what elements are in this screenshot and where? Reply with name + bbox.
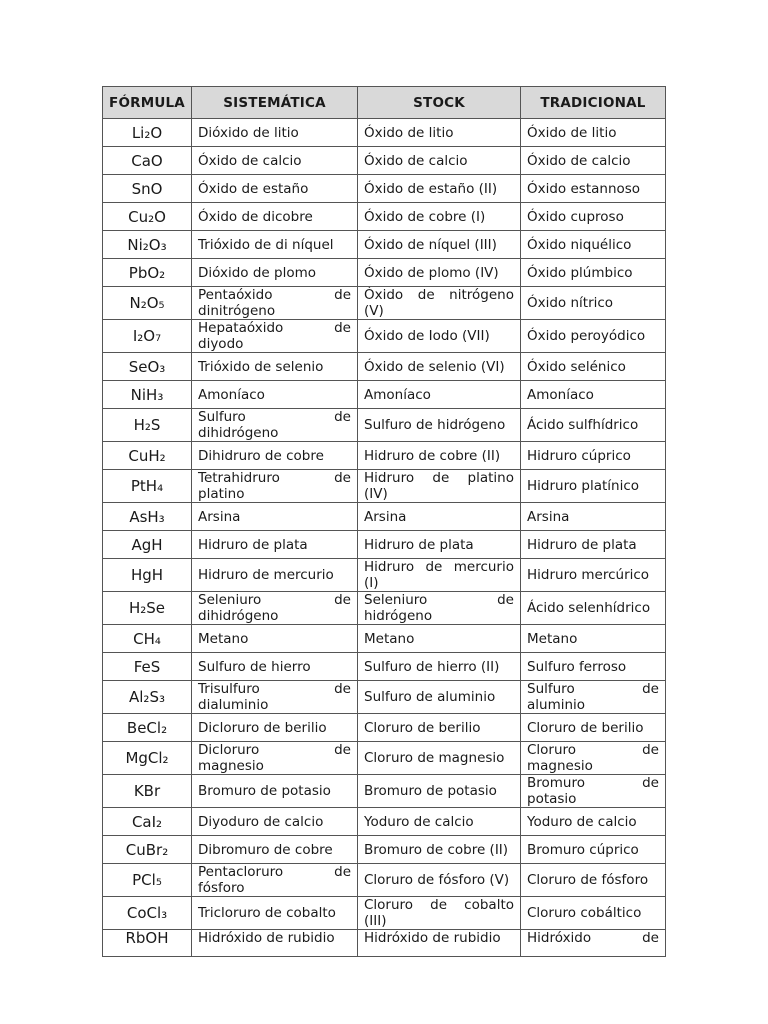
cell-line: hidrógeno — [364, 608, 433, 624]
sistematica-cell: Trióxido de selenio — [192, 353, 358, 381]
stock-cell: Sulfuro de hidrógeno — [358, 409, 521, 442]
tradicional-cell: Metano — [521, 625, 666, 653]
tradicional-cell — [521, 681, 666, 714]
cell-line: Sulfuro de — [198, 409, 351, 425]
tradicional-cell: Hidruro cúprico — [521, 442, 666, 470]
formula-cell: CoCl₃ — [103, 897, 192, 930]
sistematica-cell: Óxido de calcio — [192, 147, 358, 175]
sistematica-cell: Hidróxido de rubidio — [192, 930, 358, 957]
tradicional-cell: Ácido selenhídrico — [521, 592, 666, 625]
cell-line: diyodo — [198, 336, 244, 352]
table-row — [103, 714, 666, 742]
table-row — [103, 864, 666, 897]
table-row — [103, 175, 666, 203]
stock-cell: Sulfuro de hierro (II) — [358, 653, 521, 681]
cell-line: Hidruro de mercurio — [364, 559, 514, 575]
cell-line: (I) — [364, 575, 379, 591]
sistematica-cell — [192, 470, 358, 503]
sistematica-cell: Hidruro de plata — [192, 531, 358, 559]
sistematica-cell: Amoníaco — [192, 381, 358, 409]
stock-cell: Óxido de plomo (IV) — [358, 259, 521, 287]
table-row — [103, 353, 666, 381]
cell-line: Dicloruro de — [198, 742, 351, 758]
sistematica-cell: Tricloruro de cobalto — [192, 897, 358, 930]
formula-cell: H₂Se — [103, 592, 192, 625]
stock-cell: Óxido de cobre (I) — [358, 203, 521, 231]
cell-line: Cloruro de cobalto — [364, 897, 514, 913]
table-header — [103, 87, 666, 119]
formula-cell: CH₄ — [103, 625, 192, 653]
formula-cell: I₂O₇ — [103, 320, 192, 353]
table-row — [103, 775, 666, 808]
table-row — [103, 592, 666, 625]
table-row — [103, 930, 666, 957]
sistematica-cell — [192, 592, 358, 625]
cell-line: Pentaóxido de — [198, 287, 351, 303]
stock-cell: Cloruro de fósforo (V) — [358, 864, 521, 897]
tradicional-cell: Hidruro mercúrico — [521, 559, 666, 592]
stock-cell: Óxido de níquel (III) — [358, 231, 521, 259]
tradicional-cell: Hidruro de plata — [521, 531, 666, 559]
table-row — [103, 808, 666, 836]
cell-line: Hepataóxido de — [198, 320, 351, 336]
tradicional-cell: Hidruro platínico — [521, 470, 666, 503]
nomenclature-table-container — [102, 86, 665, 957]
formula-cell: NiH₃ — [103, 381, 192, 409]
cell-line: Hidruro de platino — [364, 470, 514, 486]
sistematica-cell — [192, 742, 358, 775]
table-row — [103, 320, 666, 353]
cell-line: Seleniuro de — [198, 592, 351, 608]
sistematica-cell: Diyoduro de calcio — [192, 808, 358, 836]
cell-line: aluminio — [527, 697, 586, 713]
header-formula: FÓRMULA — [103, 87, 192, 119]
sistematica-cell: Metano — [192, 625, 358, 653]
formula-cell: SeO₃ — [103, 353, 192, 381]
nomenclature-table — [102, 86, 666, 957]
stock-cell: Hidruro de cobre (II) — [358, 442, 521, 470]
tradicional-cell: Ácido sulfhídrico — [521, 409, 666, 442]
table-row — [103, 287, 666, 320]
sistematica-cell — [192, 320, 358, 353]
sistematica-cell — [192, 409, 358, 442]
cell-line: dinitrógeno — [198, 303, 276, 319]
stock-cell: Arsina — [358, 503, 521, 531]
table-row — [103, 470, 666, 503]
cell-line: Óxido de nitrógeno — [364, 287, 514, 303]
header-stock: STOCK — [358, 87, 521, 119]
stock-cell: Hidróxido de rubidio — [358, 930, 521, 957]
cell-line: dialuminio — [198, 697, 269, 713]
tradicional-cell: Arsina — [521, 503, 666, 531]
table-row — [103, 147, 666, 175]
stock-cell — [358, 592, 521, 625]
formula-cell: PbO₂ — [103, 259, 192, 287]
formula-cell: SnO — [103, 175, 192, 203]
tradicional-cell: Cloruro cobáltico — [521, 897, 666, 930]
cell-line: Tetrahidruro de — [198, 470, 351, 486]
cell-line: Pentacloruro de — [198, 864, 351, 880]
tradicional-cell — [521, 742, 666, 775]
cell-line: (IV) — [364, 486, 388, 502]
table-row — [103, 503, 666, 531]
cell-line: (III) — [364, 913, 387, 929]
tradicional-cell: Yoduro de calcio — [521, 808, 666, 836]
sistematica-cell: Dihidruro de cobre — [192, 442, 358, 470]
stock-cell — [358, 470, 521, 503]
formula-cell: KBr — [103, 775, 192, 808]
stock-cell: Óxido de calcio — [358, 147, 521, 175]
formula-cell: AgH — [103, 531, 192, 559]
tradicional-cell: Óxido selénico — [521, 353, 666, 381]
cell-line: Sulfuro de — [527, 681, 659, 697]
tradicional-cell: Amoníaco — [521, 381, 666, 409]
cell-line: (V) — [364, 303, 384, 319]
header-sistematica: SISTEMÁTICA — [192, 87, 358, 119]
sistematica-cell — [192, 681, 358, 714]
table-body — [103, 119, 666, 957]
table-row — [103, 742, 666, 775]
header-tradicional: TRADICIONAL — [521, 87, 666, 119]
cell-line: Trisulfuro de — [198, 681, 351, 697]
table-row — [103, 897, 666, 930]
cell-line: dihidrógeno — [198, 608, 279, 624]
sistematica-cell: Trióxido de di níquel — [192, 231, 358, 259]
stock-cell: Amoníaco — [358, 381, 521, 409]
formula-cell: H₂S — [103, 409, 192, 442]
stock-cell: Óxido de Iodo (VII) — [358, 320, 521, 353]
table-row — [103, 559, 666, 592]
formula-cell: MgCl₂ — [103, 742, 192, 775]
table-row — [103, 381, 666, 409]
formula-cell: CuH₂ — [103, 442, 192, 470]
tradicional-cell: Cloruro de fósforo — [521, 864, 666, 897]
stock-cell: Hidruro de plata — [358, 531, 521, 559]
formula-cell: CaI₂ — [103, 808, 192, 836]
sistematica-cell: Dióxido de litio — [192, 119, 358, 147]
tradicional-cell: Óxido estannoso — [521, 175, 666, 203]
sistematica-cell: Bromuro de potasio — [192, 775, 358, 808]
formula-cell: PCl₅ — [103, 864, 192, 897]
table-row — [103, 531, 666, 559]
stock-cell: Bromuro de cobre (II) — [358, 836, 521, 864]
stock-cell: Yoduro de calcio — [358, 808, 521, 836]
cell-line: Bromuro de — [527, 775, 659, 791]
formula-cell: PtH₄ — [103, 470, 192, 503]
stock-cell — [358, 897, 521, 930]
cell-line: potasio — [527, 791, 577, 807]
tradicional-cell: Óxido plúmbico — [521, 259, 666, 287]
formula-cell: RbOH — [103, 930, 192, 957]
stock-cell — [358, 559, 521, 592]
formula-cell: Al₂S₃ — [103, 681, 192, 714]
stock-cell: Óxido de selenio (VI) — [358, 353, 521, 381]
formula-cell: CuBr₂ — [103, 836, 192, 864]
table-row — [103, 409, 666, 442]
tradicional-cell: Óxido niquélico — [521, 231, 666, 259]
cell-line: magnesio — [198, 758, 264, 774]
sistematica-cell: Óxido de estaño — [192, 175, 358, 203]
stock-cell: Cloruro de berilio — [358, 714, 521, 742]
table-row — [103, 203, 666, 231]
stock-cell: Óxido de litio — [358, 119, 521, 147]
tradicional-cell: Cloruro de berilio — [521, 714, 666, 742]
table-row — [103, 681, 666, 714]
table-row — [103, 442, 666, 470]
formula-cell: HgH — [103, 559, 192, 592]
sistematica-cell: Dibromuro de cobre — [192, 836, 358, 864]
cell-line: dihidrógeno — [198, 425, 279, 441]
cell-line: Cloruro de — [527, 742, 659, 758]
table-row — [103, 653, 666, 681]
table-row — [103, 231, 666, 259]
tradicional-cell: Bromuro cúprico — [521, 836, 666, 864]
formula-cell: Ni₂O₃ — [103, 231, 192, 259]
stock-cell — [358, 287, 521, 320]
formula-cell: BeCl₂ — [103, 714, 192, 742]
sistematica-cell: Óxido de dicobre — [192, 203, 358, 231]
tradicional-cell — [521, 775, 666, 808]
cell-line: fósforo — [198, 880, 245, 896]
cell-line: platino — [198, 486, 245, 502]
formula-cell: CaO — [103, 147, 192, 175]
tradicional-cell: Sulfuro ferroso — [521, 653, 666, 681]
formula-cell: N₂O₅ — [103, 287, 192, 320]
tradicional-cell: Óxido peroyódico — [521, 320, 666, 353]
table-row — [103, 625, 666, 653]
tradicional-cell: Óxido de litio — [521, 119, 666, 147]
sistematica-cell: Hidruro de mercurio — [192, 559, 358, 592]
sistematica-cell — [192, 287, 358, 320]
stock-cell: Óxido de estaño (II) — [358, 175, 521, 203]
tradicional-cell: Óxido nítrico — [521, 287, 666, 320]
cell-line: Seleniuro de — [364, 592, 514, 608]
sistematica-cell: Arsina — [192, 503, 358, 531]
formula-cell: AsH₃ — [103, 503, 192, 531]
cell-line: magnesio — [527, 758, 593, 774]
sistematica-cell — [192, 864, 358, 897]
formula-cell: FeS — [103, 653, 192, 681]
formula-cell: Cu₂O — [103, 203, 192, 231]
sistematica-cell: Dicloruro de berilio — [192, 714, 358, 742]
sistematica-cell: Sulfuro de hierro — [192, 653, 358, 681]
stock-cell: Sulfuro de aluminio — [358, 681, 521, 714]
table-row — [103, 119, 666, 147]
stock-cell: Metano — [358, 625, 521, 653]
stock-cell: Bromuro de potasio — [358, 775, 521, 808]
table-row — [103, 259, 666, 287]
tradicional-cell: Óxido de calcio — [521, 147, 666, 175]
tradicional-cell: Hidróxido de — [521, 930, 666, 957]
stock-cell: Cloruro de magnesio — [358, 742, 521, 775]
tradicional-cell: Óxido cuproso — [521, 203, 666, 231]
table-row — [103, 836, 666, 864]
formula-cell: Li₂O — [103, 119, 192, 147]
sistematica-cell: Dióxido de plomo — [192, 259, 358, 287]
